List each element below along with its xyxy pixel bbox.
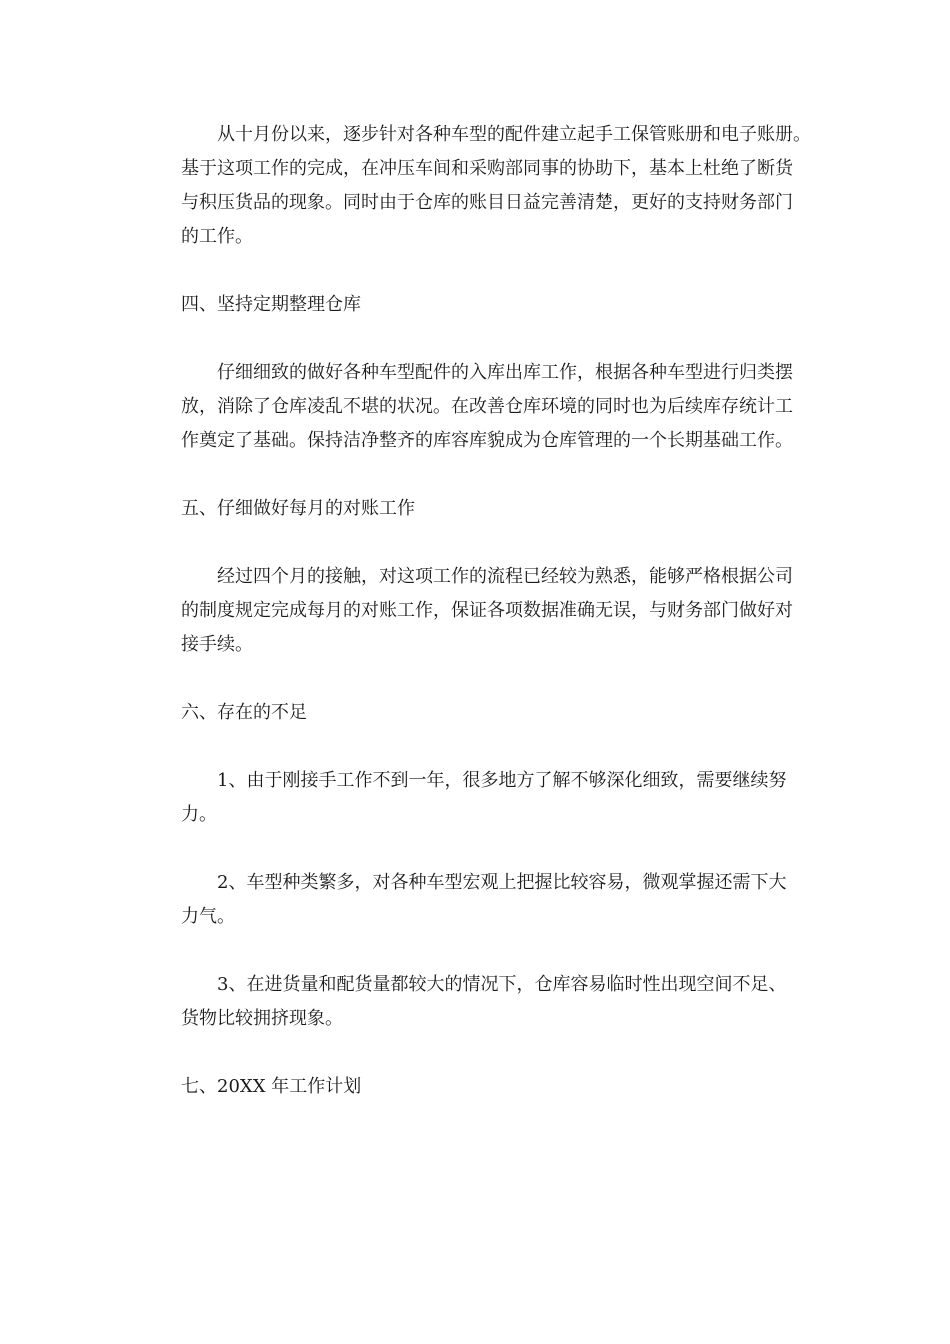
- paragraph-monthly-reconciliation: [145, 560, 810, 662]
- section-heading-5: 五、仔细做好每月的对账工作: [181, 498, 415, 519]
- paragraph-shortcoming-2: [145, 866, 810, 934]
- paragraph-line: 的制度规定完成每月的对账工作，保证各项数据准确无误，与财务部门做好对: [181, 600, 793, 621]
- section-heading-7: 七、20XX 年工作计划: [181, 1076, 362, 1097]
- paragraph-line: 放，消除了仓库凌乱不堪的状况。在改善仓库环境的同时也为后续库存统计工: [181, 396, 793, 417]
- paragraph-line: 3、在进货量和配货量都较大的情况下，仓库容易临时性出现空间不足、: [217, 974, 787, 995]
- paragraph-line: 货物比较拥挤现象。: [181, 1008, 343, 1029]
- paragraph-line: 力气。: [181, 906, 235, 927]
- paragraph-line: 2、车型种类繁多，对各种车型宏观上把握比较容易，微观掌握还需下大: [217, 872, 787, 893]
- paragraph-shortcoming-1: [145, 764, 810, 832]
- paragraph-line: 从十月份以来，逐步针对各种车型的配件建立起手工保管账册和电子账册。: [217, 124, 811, 145]
- paragraph-line: 基于这项工作的完成，在冲压车间和采购部同事的协助下，基本上杜绝了断货: [181, 158, 793, 179]
- section-heading-6: 六、存在的不足: [181, 702, 307, 723]
- paragraph-account-books: [145, 118, 810, 254]
- paragraph-line: 力。: [181, 804, 217, 825]
- paragraph-line: 作奠定了基础。保持洁净整齐的库容库貌成为仓库管理的一个长期基础工作。: [181, 430, 793, 451]
- paragraph-line: 1、由于刚接手工作不到一年，很多地方了解不够深化细致，需要继续努: [217, 770, 787, 791]
- paragraph-warehouse-organize: [145, 356, 810, 458]
- paragraph-line: 的工作。: [181, 226, 253, 247]
- paragraph-shortcoming-3: [145, 968, 810, 1036]
- section-heading-4: 四、坚持定期整理仓库: [181, 294, 361, 315]
- paragraph-line: 仔细细致的做好各种车型配件的入库出库工作，根据各种车型进行归类摆: [217, 362, 793, 383]
- paragraph-line: 与积压货品的现象。同时由于仓库的账目日益完善清楚，更好的支持财务部门: [181, 192, 793, 213]
- paragraph-line: 接手续。: [181, 634, 253, 655]
- paragraph-line: 经过四个月的接触，对这项工作的流程已经较为熟悉，能够严格根据公司: [217, 566, 793, 587]
- document-body: [145, 118, 810, 1138]
